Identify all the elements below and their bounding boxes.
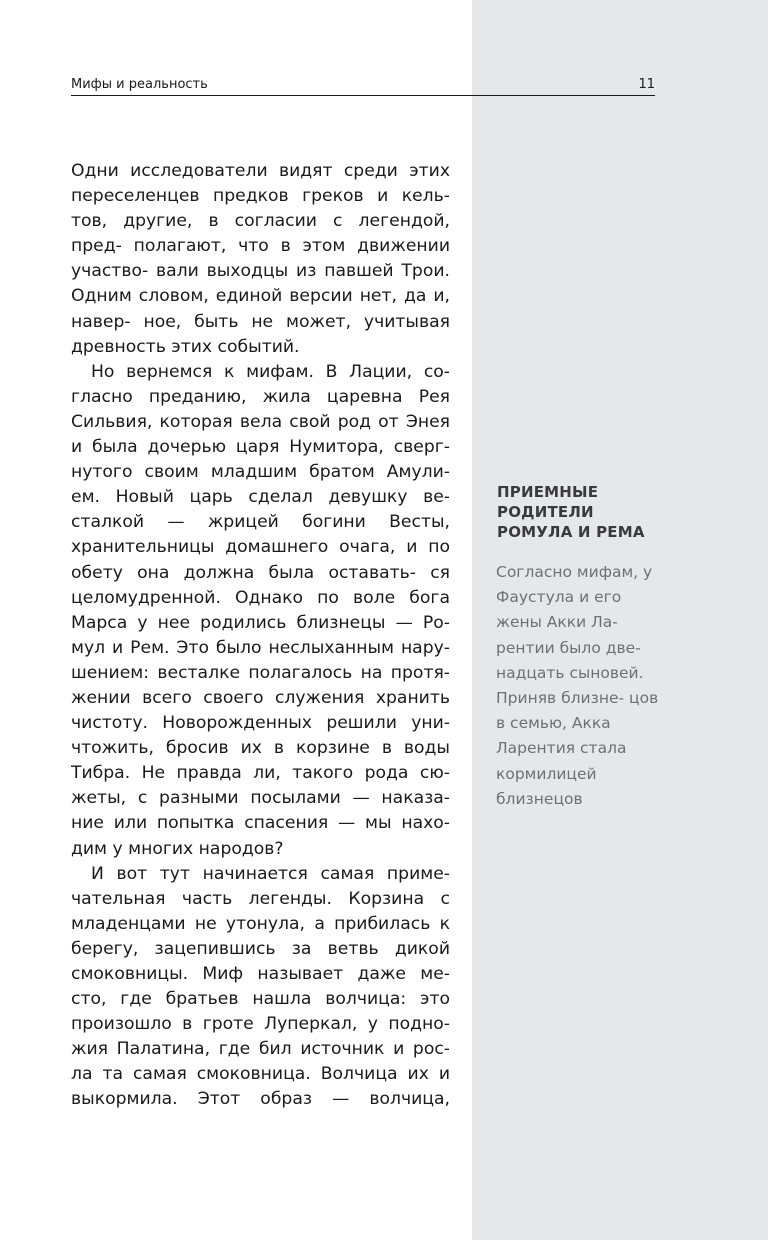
- running-head: [71, 77, 655, 96]
- main-text-column: [71, 159, 450, 1113]
- sidebar-heading: ПРИЕМНЫЕ РОДИТЕЛИ РОМУЛА И РЕМА: [497, 483, 645, 541]
- paragraph: Но вернемся к мифам. В Лации, со- гласно преданию, жила царевна Рея Сильвия, которая вела свой род от Энея и была дочерью царя Нумитора, сверг- нутого своим младшим братом Амули- ем. Новый царь сделал девушку ве- сталкой — жрицей богини Весты, хранительницы домашнего очага, и по обету она должна была оставать- ся целомудренной. Однако по воле бога Марса у нее родились близнецы — Ро- мул и Рем. Это было неслыханным нару- шением: весталке полагалось на протя- жении всего своего служения хранить чистоту. Новорожденных решили уни- чтожить, бросив их в корзине в воды Тибра. Не правда ли, такого рода сю- жеты, с разными посылами — наказа- ние или попытка спасения — мы нахо- дим у многих народов?: [71, 361, 450, 859]
- section-title: Мифы и реальность: [71, 77, 208, 92]
- sidebar-text: Согласно мифам, у Фаустула и его жены Акки Ла- рентии было две- надцать сыновей. Приняв близне- цов в семью, Акка Ларентия стала кормилицей близнецов: [496, 563, 659, 808]
- page-number: 11: [638, 77, 655, 92]
- paragraph: И вот тут начинается самая приме- чательная часть легенды. Корзина с младенцами не утонула, а прибилась к берегу, зацепившись за ветвь дикой смоковницы. Миф называет даже ме- сто, где братьев нашла волчица: это произошло в гроте Луперкал, у подно- жия Палатина, где бил источник и рос- ла та самая смоковница. Волчица их и выкормила. Этот образ — волчица,: [71, 863, 450, 1110]
- paragraph: Одни исследователи видят среди этих переселенцев предков греков и кель- тов, другие, в согласии с легендой, пред- полагают, что в этом движении участво- вали выходцы из павшей Трои. Одним словом, единой версии нет, да и, навер- ное, быть не может, учитывая древность этих событий.: [71, 161, 450, 357]
